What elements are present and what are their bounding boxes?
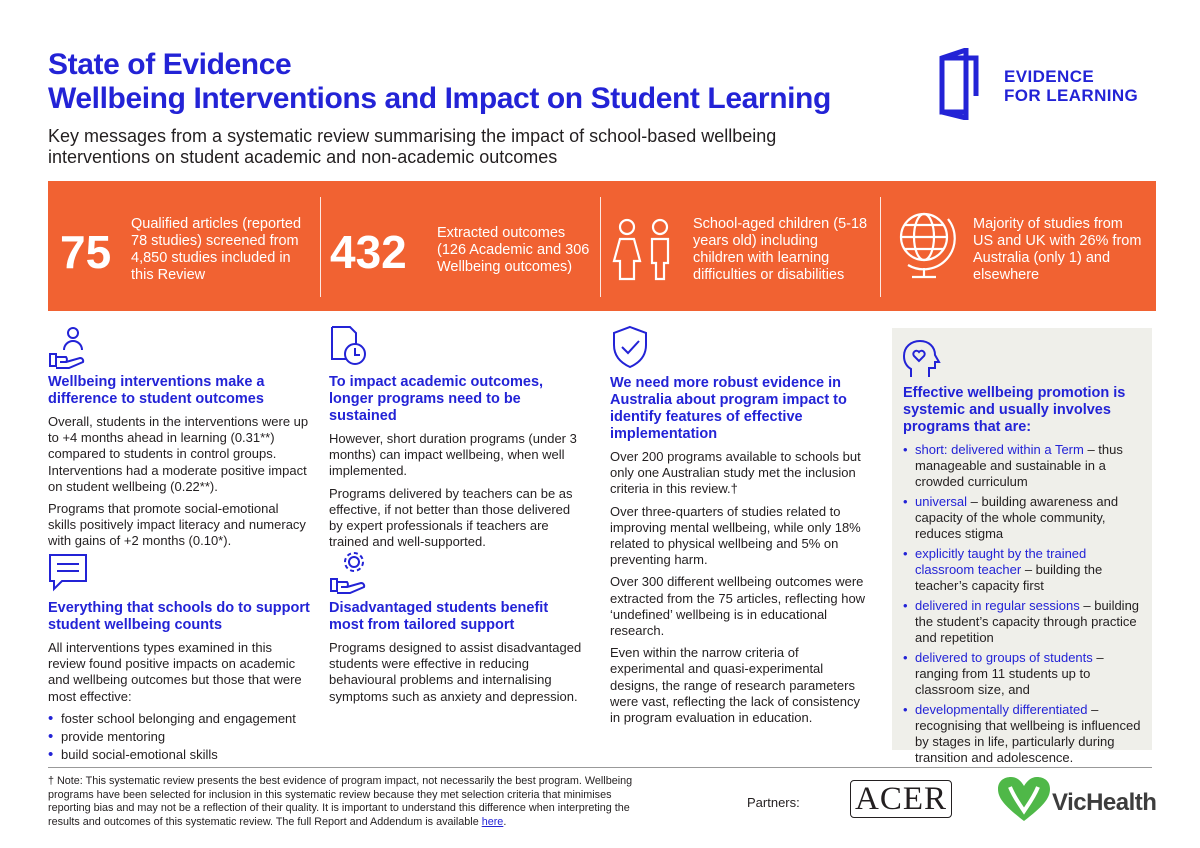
header	[48, 48, 908, 168]
section-academic-p1: However, short duration programs (under 3 months) can impact wellbeing, when well implemented.	[329, 431, 577, 479]
features-list	[903, 442, 1148, 766]
section-schools	[48, 600, 313, 765]
feature-lead: short: delivered within a Term	[915, 442, 1084, 457]
section-systemic-heading: Effective wellbeing promotion is systemic and usually involves programs that are:	[903, 385, 1126, 435]
report-link[interactable]: here	[481, 815, 504, 828]
evidence-for-learning-logo	[936, 48, 1156, 120]
footnote-text: † Note: This systematic review presents the best evidence of program impact, not necessarily the best program. Wellbeing programs have been selected for inclusion in this systematic review because they met selection criteria that minimises reporting bias and may not be a reflection of their quality. It is important to understand this difference when interpreting the results and outcomes of this systematic review. The full Report and Addendum is available	[48, 775, 633, 828]
feature-rest: – building the student’s capacity through practice and repetition	[915, 598, 1140, 645]
globe-icon	[890, 207, 960, 283]
section-systemic	[903, 385, 1148, 770]
feature-lead: developmentally differentiated	[915, 702, 1088, 717]
page-subtitle: Key messages from a systematic review summarising the impact of school-based wellbeing interventions on student academic and non-academic outcomes	[48, 126, 777, 167]
feature-rest: – building awareness and capacity of the whole community, reduces stigma	[915, 494, 1119, 541]
feature-rest: – ranging from 11 students up to classroom size, and	[915, 650, 1104, 697]
section-outcomes	[48, 374, 310, 550]
section-evidence-p3: Over 300 different wellbeing outcomes were extracted from the 75 articles, reflecting how ‘undefined’ wellbeing is in educational research.	[610, 574, 866, 639]
list-item: • build social-emotional skills	[48, 747, 313, 763]
shield-check-icon	[610, 325, 650, 369]
stat-outcomes-number: 432	[330, 226, 407, 278]
head-heart-icon	[903, 339, 941, 379]
list-item: • delivered to groups of students – ranging from 11 students up to classroom size, and	[903, 650, 1104, 697]
stat-articles-text: Qualified articles (reported 78 studies) screened from 4,850 studies included in this Review	[131, 216, 302, 283]
stat-divider	[320, 197, 321, 297]
list-item: • short: delivered within a Term – thus manageable and sustainable in a crowded curriculum	[903, 442, 1123, 489]
section-evidence	[610, 375, 872, 726]
hand-person-icon	[48, 326, 96, 370]
stat-origin-text: Majority of studies from US and UK with 26% from Australia (only 1) and elsewhere	[973, 216, 1142, 283]
section-evidence-p2: Over three-quarters of studies related to improving mental wellbeing, while only 18% related to physical wellbeing and 5% on preventing harm.	[610, 503, 861, 568]
stat-divider	[880, 197, 881, 297]
section-schools-heading: Everything that schools do to support student wellbeing counts	[48, 600, 310, 633]
section-outcomes-p2: Programs that promote social-emotional skills positively impact literacy and numeracy with gains of +2 months (0.10*).	[48, 501, 306, 549]
section-evidence-p1: Over 200 programs available to schools but only one Australian study met the inclusion criteria in this review.†	[610, 449, 861, 497]
list-item: • developmentally differentiated – recognising that wellbeing is influenced by stages in life, particularly during transition and adolescence.	[903, 702, 1141, 765]
list-item: • delivered in regular sessions – building the student’s capacity through practice and repetition	[903, 598, 1140, 645]
section-academic	[329, 374, 581, 550]
partners-label: Partners:	[747, 795, 800, 810]
section-disadvantaged-heading: Disadvantaged students benefit most from tailored support	[329, 600, 549, 633]
list-item: • foster school belonging and engagement	[48, 711, 313, 727]
logo-line1: EVIDENCE	[1004, 67, 1095, 86]
effective-list	[48, 711, 313, 764]
vichealth-heart-icon	[996, 775, 1052, 825]
list-item: • provide mentoring	[48, 729, 313, 745]
acer-logo: ACER	[850, 780, 952, 818]
vichealth-logo	[996, 775, 1156, 825]
stat-children-text: School-aged children (5-18 years old) including children with learning difficulties or disabilities	[693, 216, 868, 283]
section-schools-p1: All interventions types examined in this review found positive impacts on academic and wellbeing outcomes but those that were most effective:	[48, 640, 302, 704]
section-outcomes-p1: Overall, students in the interventions were up to +4 months ahead in learning (0.31**) compared to students in control groups. Interventions had a moderate positive impact on student wellbeing (0.22**).	[48, 414, 309, 494]
vichealth-wordmark: VicHealth	[1052, 789, 1157, 816]
footer-divider	[48, 767, 1152, 768]
section-evidence-p4: Even within the narrow criteria of experimental and quasi-experimental designs, the range of research parameters were vast, reflecting the lack of consistency in program evaluation in education.	[610, 645, 861, 726]
section-disadvantaged-p1: Programs designed to assist disadvantaged students were effective in reducing behavioural problems and internalising symptoms such as anxiety and depression.	[329, 640, 582, 704]
stat-articles-number: 75	[60, 226, 112, 278]
footnote-end: .	[503, 815, 507, 828]
feature-lead: universal	[915, 494, 968, 509]
section-disadvantaged	[329, 600, 584, 705]
footnote	[48, 775, 648, 829]
section-academic-heading: To impact academic outcomes, longer programs need to be sustained	[329, 374, 544, 424]
section-academic-p2: Programs delivered by teachers can be as effective, if not better than those delivered by expert professionals if teachers are trained and well-supported.	[329, 485, 573, 550]
feature-lead: delivered in regular sessions	[915, 598, 1080, 613]
feature-lead: delivered to groups of students	[915, 650, 1093, 665]
section-outcomes-heading: Wellbeing interventions make a difference to student outcomes	[48, 374, 265, 407]
speech-bubble-icon	[48, 552, 90, 592]
page-title-line1: State of Evidence	[48, 48, 292, 81]
stat-divider	[600, 197, 601, 297]
feature-rest: – recognising that wellbeing is influenced by stages in life, particularly during transition and adolescence.	[915, 702, 1141, 765]
open-door-icon	[936, 48, 996, 120]
hand-gear-icon	[329, 551, 375, 595]
logo-line2: FOR LEARNING	[1004, 86, 1139, 105]
list-item: • explicitly taught by the trained classroom teacher – building the teacher’s capacity first	[903, 546, 1103, 593]
document-clock-icon	[329, 325, 369, 367]
feature-rest: – building the teacher’s capacity first	[915, 562, 1103, 593]
section-evidence-heading: We need more robust evidence in Australia about program impact to identify features of effective implementation	[610, 375, 847, 442]
stat-outcomes-text: Extracted outcomes (126 Academic and 306 Wellbeing outcomes)	[437, 225, 590, 275]
page-title-line2: Wellbeing Interventions and Impact on Student Learning	[48, 82, 831, 115]
children-icon	[610, 215, 680, 285]
list-item: • universal – building awareness and capacity of the whole community, reduces stigma	[903, 494, 1119, 541]
feature-lead: explicitly taught by the trained classroom teacher	[915, 546, 1087, 577]
feature-rest: – thus manageable and sustainable in a crowded curriculum	[915, 442, 1123, 489]
